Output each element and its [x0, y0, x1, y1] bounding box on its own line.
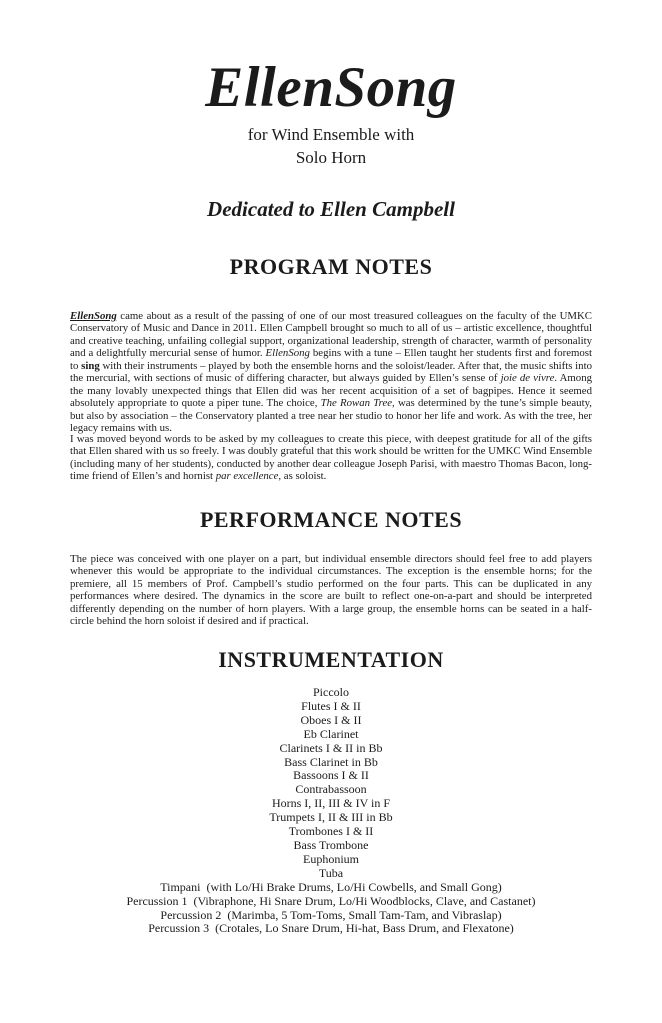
instrumentation-list	[0, 686, 662, 936]
text-run: with their instruments – played by both the ensemble horns and the soloist/leader. After that, the music shifts into the mercurial, with sections of music of differing character, but always guided by Ellen’s sense of	[70, 359, 592, 385]
instrument-list-item: Piccolo	[313, 685, 349, 699]
subtitle-line-1: for Wind Ensemble with	[247, 125, 415, 144]
instrument-list-item: Bass Trombone	[293, 837, 369, 852]
program-notes-paragraph-1	[70, 310, 592, 435]
instrument-list-item: Bass Clarinet in Bb	[284, 754, 378, 769]
text-run: The Rowan Tree	[320, 397, 393, 410]
text-run: begins with a tune – Ellen taught her students first and foremost to	[70, 347, 592, 372]
instrument-list-item: Percussion 3 (Crotales, Lo Snare Drum, Hi-hat, Bass Drum, and Flexatone)	[148, 921, 514, 936]
text-run: I was moved beyond words to be asked by my colleagues to create this piece, with deepest gratitude for all of the gifts that Ellen shared with us so freely. I was doubly grateful that this work should be written for the UMKC Wind Ensemble (including many of her students), conducted by another dear colleague Joseph Parisi, with maestro Thomas Bacon, long-time friend of Ellen’s and hornist	[70, 432, 592, 483]
subtitle	[0, 123, 662, 169]
instrument-list-item: Horns I, II, III & IV in F	[271, 796, 391, 811]
program-notes-paragraph-2	[70, 433, 592, 483]
text-run: EllenSong	[265, 347, 310, 360]
performance-notes-paragraph: The piece was conceived with one player on a part, but individual ensemble directors should feel free to add players whenever this would be appropriate to the individual circumstances. The exception is the ensemble horns; for the premiere, all 15 members of Prof. Campbell’s studio performed on the four parts. This can be duplicated in any performances where desired. The dynamics in the score are built to reflect one-on-a-part and should be interpreted differently depending on the number of horn players. With a large group, the ensemble horns can be seated in a half-circle behind the horn soloist if desired and if practical.	[70, 552, 592, 628]
text-run: sing	[81, 359, 100, 372]
text-run: par excellence	[215, 470, 279, 483]
instrument-list-item: Tuba	[318, 865, 344, 880]
instrument-list-item: Flutes I & II	[301, 698, 361, 713]
instrument-list-item: Bassoons I & II	[293, 768, 369, 783]
performance-notes-heading: PERFORMANCE NOTES	[199, 507, 463, 532]
instrumentation-heading: INSTRUMENTATION	[218, 647, 444, 672]
instrument-list-item: Oboes I & II	[300, 712, 362, 727]
text-run: EllenSong	[70, 309, 117, 322]
subtitle-line-2: Solo Horn	[295, 148, 367, 167]
page-title: EllenSong	[205, 56, 457, 119]
text-run: , was determined by the tune’s simple beauty, but also by association – the Conservatory planted a tree near her studio to honor her life and work. As with the tree, her legacy remains with us.	[70, 397, 592, 435]
text-run: , as soloist.	[278, 470, 327, 483]
text-run: joie de vivre	[500, 372, 555, 385]
instrument-list-item: Eb Clarinet	[303, 726, 359, 741]
dedication: Dedicated to Ellen Campbell	[207, 197, 455, 221]
program-notes-heading: PROGRAM NOTES	[229, 254, 433, 279]
text-run: . Among the many lovably unexpected things that Ellen did was her recent acquisition of a set of bagpipes. Hence it seemed absolutely appropriate to quote a piper tune. The choice,	[70, 372, 592, 410]
instrument-list-item: Contrabassoon	[295, 782, 367, 797]
instrument-list-item: Trombones I & II	[288, 824, 374, 839]
instrument-list-item: Percussion 1 (Vibraphone, Hi Snare Drum, Lo/Hi Woodblocks, Clave, and Castanet)	[126, 893, 536, 908]
instrument-list-item: Trumpets I, II & III in Bb	[269, 810, 393, 825]
instrument-list-item: Clarinets I & II in Bb	[279, 740, 383, 755]
instrument-list-item: Percussion 2 (Marimba, 5 Tom-Toms, Small Tam-Tam, and Vibraslap)	[160, 907, 502, 922]
instrument-list-item: Euphonium	[303, 851, 359, 866]
text-run: came about as a result of the passing of one of our most treasured colleagues on the faculty of the UMKC Conservatory of Music and Dance in 2011. Ellen Campbell brought so much to all of us – artistic excellence, thoughtful and creative teaching, unfailing collegial support, organizational leadership, strength of character, warmth of personality and a delightfully mercurial sense of humor.	[70, 309, 592, 360]
instrument-list-item: Timpani (with Lo/Hi Brake Drums, Lo/Hi Cowbells, and Small Gong)	[160, 879, 502, 894]
